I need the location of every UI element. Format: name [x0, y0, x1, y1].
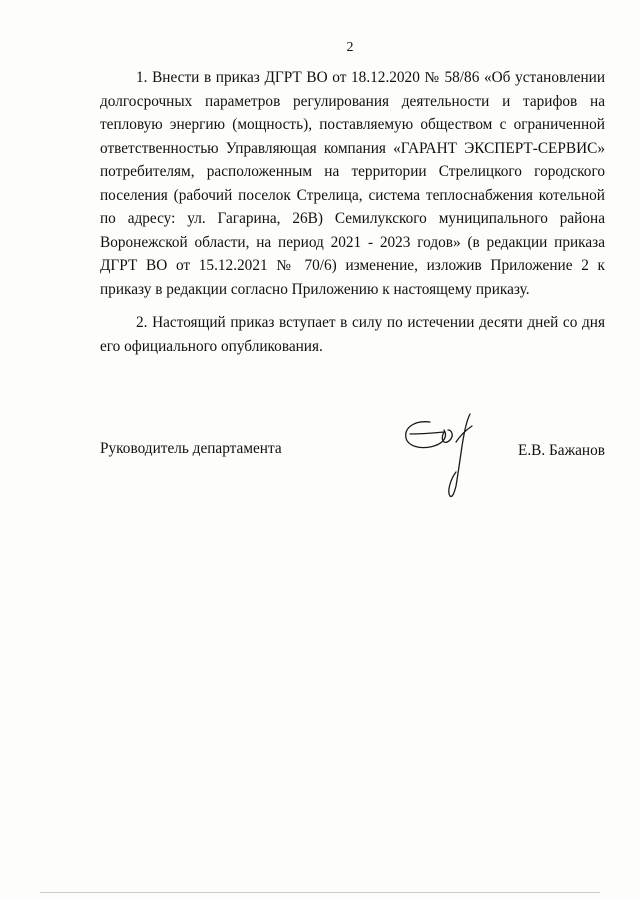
document-body: [100, 66, 605, 358]
paragraph-2: 2. Настоящий приказ вступает в силу по истечении десяти дней со дня его официального опубликования.: [100, 314, 605, 355]
scan-edge-line: [40, 892, 600, 893]
signature-block: [100, 440, 605, 510]
signatory-title: Руководитель департамента: [100, 440, 282, 457]
handwritten-signature: [400, 412, 492, 502]
page-number: 2: [346, 40, 354, 55]
signatory-name: Е.В. Бажанов: [517, 442, 605, 459]
paragraph-1: 1. Внести в приказ ДГРТ ВО от 18.12.2020 № 58/86 «Об установлении долгосрочных параметров регулирования деятельности и тарифов на тепловую энергию (мощность), поставляемую обществом с ограниченной ответственностью Управляющая компания «ГАРАНТ ЭКСПЕРТ-СЕРВИС» потребителям, расположенным на территории Стрелицкого городского поселения (рабочий поселок Стрелица, система теплоснабжения котельной по адресу: ул. Гагарина, 26В) Семилукского муниципального района Воронежской области, на период 2021 - 2023 годов» (в редакции приказа ДГРТ ВО от 15.12.2021 № 70/6) изменение, изложив Приложение 2 к приказу в редакции согласно Приложению к настоящему приказу.: [100, 69, 605, 298]
